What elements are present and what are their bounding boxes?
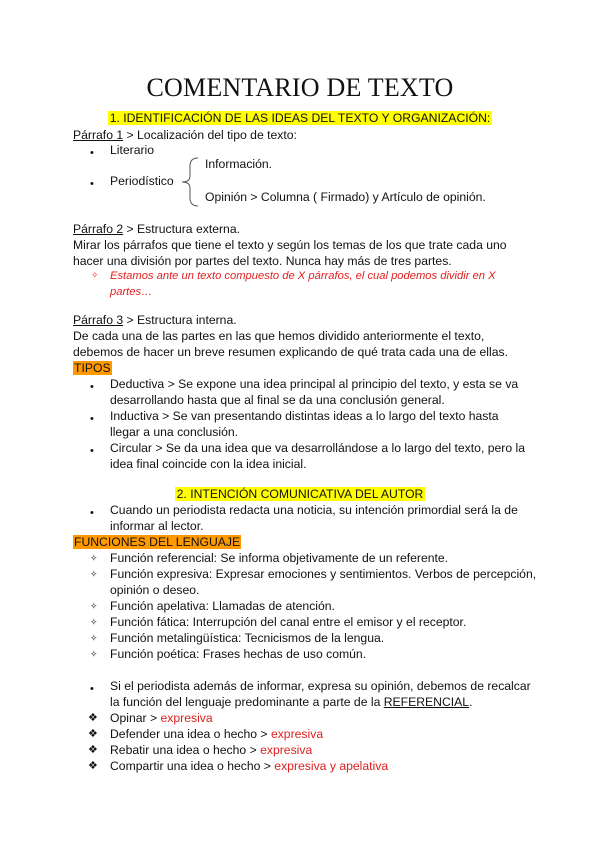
- type-literario: Literario: [110, 143, 155, 157]
- accion-line: Defender una idea o hecho > expresiva: [110, 727, 324, 741]
- opinion-line: la función del lenguaje predominante a parte de la REFERENCIAL.: [110, 695, 473, 709]
- paragraph3-body-line: De cada una de las partes en las que hemos dividido anteriormente el texto,: [73, 329, 485, 343]
- bullet-icon: [90, 507, 94, 519]
- paragraph1-line: Párrafo 1 > Localización del tipo de texto:: [73, 128, 297, 142]
- accion-line: Rebatir una idea o hecho > expresiva: [110, 743, 313, 757]
- tipo-line: Deductiva > Se expone una idea principal al principio del texto, y esta se va: [110, 377, 519, 391]
- document-title: COMENTARIO DE TEXTO: [146, 73, 454, 102]
- diamond-bullet-icon: ✧: [90, 569, 98, 579]
- paragraph2-note-line: partes…: [110, 286, 153, 298]
- diamond-bullet-icon: ✧: [90, 649, 98, 659]
- bullet-icon: [90, 413, 94, 425]
- paragraph2-line: Párrafo 2 > Estructura externa.: [73, 222, 240, 236]
- sub-informacion: Información.: [205, 157, 273, 171]
- diamond-bullet-icon: ✧: [90, 553, 98, 563]
- funcion-line: Función apelativa: Llamadas de atención.: [110, 599, 335, 613]
- bullet-icon: [90, 683, 94, 695]
- section2-heading: 2. INTENCIÓN COMUNICATIVA DEL AUTOR: [176, 487, 424, 501]
- fleuron-bullet-icon: ❖: [88, 728, 98, 740]
- tipo-line: desarrollando hasta que al final se da una conclusión general.: [110, 393, 445, 407]
- paragraph2-body-line: hacer una división por partes del texto. Nunca hay más de tres partes.: [73, 254, 452, 268]
- accion-line: Compartir una idea o hecho > expresiva y apelativa: [110, 759, 389, 773]
- tipos-label: TIPOS: [74, 361, 111, 375]
- section1-heading: 1. IDENTIFICACIÓN DE LAS IDEAS DEL TEXTO Y ORGANIZACIÓN:: [109, 111, 491, 125]
- paragraph2-body-line: Mirar los párrafos que tiene el texto y según los temas de los que trate cada uno: [73, 238, 507, 252]
- funcion-line: opinión o deseo.: [110, 583, 200, 597]
- paragraph2-note-line: Estamos ante un texto compuesto de X párrafos, el cual podemos dividir en X: [110, 270, 496, 282]
- funcion-line: Función metalingüística: Tecnicismos de la lengua.: [110, 631, 385, 645]
- bullet-icon: [90, 381, 94, 393]
- funcion-line: Función referencial: Se informa objetivamente de un referente.: [110, 551, 449, 565]
- funcion-line: Función fática: Interrupción del canal entre el emisor y el receptor.: [110, 615, 467, 629]
- paragraph3-line: Párrafo 3 > Estructura interna.: [73, 313, 237, 327]
- funcion-line: Función expresiva: Expresar emociones y sentimientos. Verbos de percepción,: [110, 567, 537, 581]
- type-periodistico: Periodístico: [110, 174, 174, 188]
- diamond-bullet-icon: ✧: [90, 633, 98, 643]
- paragraph1-label: Párrafo 1: [73, 128, 124, 142]
- tipo-line: idea final coincide con la idea inicial.: [110, 457, 307, 471]
- tipo-line: llegar a una conclusión.: [110, 425, 239, 439]
- bullet-icon: [90, 178, 94, 190]
- accion-line: Opinar > expresiva: [110, 711, 213, 725]
- diamond-bullet-icon: ✧: [91, 270, 99, 280]
- opinion-line: Si el periodista además de informar, expresa su opinión, debemos de recalcar: [110, 679, 531, 693]
- paragraph2-label: Párrafo 2: [73, 222, 124, 236]
- bullet-icon: [90, 147, 94, 159]
- bullet-icon: [90, 445, 94, 457]
- paragraph3-body-line: debemos de hacer un breve resumen explicando de qué trata cada una de ellas.: [73, 345, 508, 359]
- intro-line: informar al lector.: [110, 519, 204, 533]
- intro-line: Cuando un periodista redacta una noticia, su intención primordial será la de: [110, 503, 518, 517]
- sub-opinion: Opinión > Columna ( Firmado) y Artículo de opinión.: [205, 190, 486, 204]
- tipo-line: Circular > Se da una idea que va desarrollándose a lo largo del texto, pero la: [110, 441, 525, 455]
- diamond-bullet-icon: ✧: [90, 601, 98, 611]
- fleuron-bullet-icon: ❖: [88, 760, 98, 772]
- paragraph3-label: Párrafo 3: [73, 313, 124, 327]
- tipo-line: Inductiva > Se van presentando distintas ideas a lo largo del texto hasta: [110, 409, 499, 423]
- funcion-line: Función poética: Frases hechas de uso común.: [110, 647, 367, 661]
- fleuron-bullet-icon: ❖: [88, 744, 98, 756]
- diamond-bullet-icon: ✧: [90, 617, 98, 627]
- curly-brace-icon: [178, 156, 202, 208]
- referencial-term: REFERENCIAL: [383, 695, 470, 709]
- funciones-label: FUNCIONES DEL LENGUAJE: [74, 535, 241, 549]
- fleuron-bullet-icon: ❖: [88, 712, 98, 724]
